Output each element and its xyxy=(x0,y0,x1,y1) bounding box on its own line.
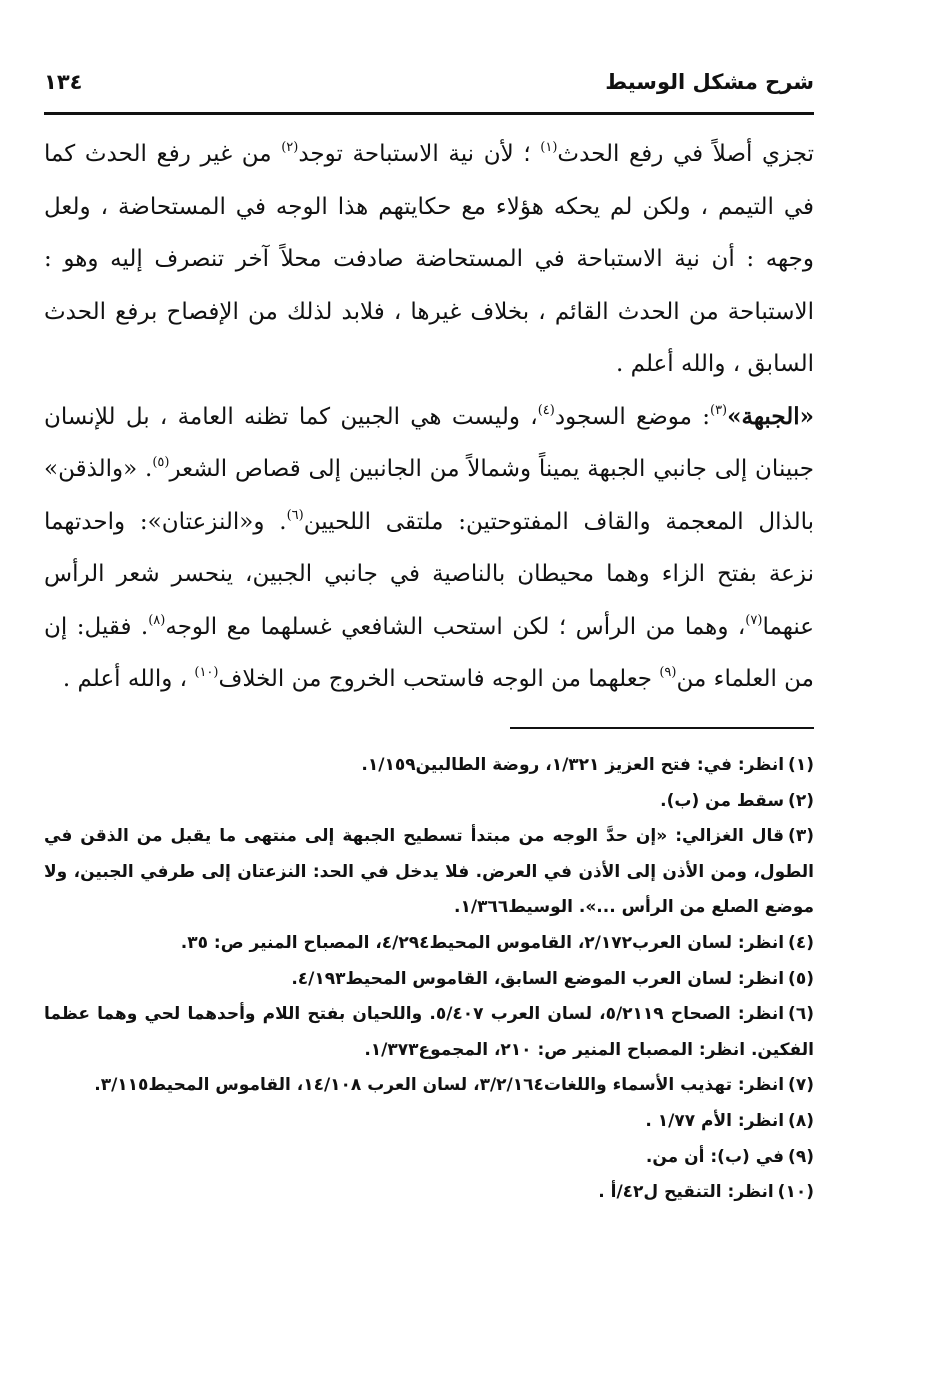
text-segment: ، والله أعلم . xyxy=(62,666,195,692)
footnote-5 xyxy=(44,962,814,998)
footnote-text: انظر: التنقيح ل٤٢/أ . xyxy=(598,1182,774,1203)
paragraph-2 xyxy=(44,391,814,706)
paragraph-1 xyxy=(44,128,814,391)
running-title: شرح مشكل الوسيط xyxy=(605,70,814,94)
footnote-text: انظر: الأم ١/٧٧ . xyxy=(645,1110,785,1131)
footnote-10 xyxy=(44,1175,814,1211)
footnote-text: سقط من (ب). xyxy=(660,790,785,811)
footnote-1 xyxy=(44,748,814,784)
footnote-number: (٦) xyxy=(788,1004,814,1025)
footnote-2 xyxy=(44,784,814,820)
text-segment: . و«النزعتان»: واحدتهما نزعة بفتح الزاء وهما محيطان بالناصية في جانبي الجبين، ينحسر شعر الرأس عنهما xyxy=(44,508,815,640)
footnote-ref-10[interactable]: (١٠) xyxy=(194,665,219,680)
footnote-number: (٣) xyxy=(788,826,814,847)
footnote-text: في (ب): أن من. xyxy=(645,1146,785,1167)
footnote-ref-8[interactable]: (٨) xyxy=(148,612,166,628)
footnote-4 xyxy=(44,926,814,962)
footnote-8 xyxy=(44,1104,814,1140)
main-text xyxy=(44,128,814,706)
footnote-text: انظر: لسان العرب الموضع السابق، القاموس المحيط٤/١٩٣. xyxy=(291,968,785,989)
footnote-number: (٤) xyxy=(788,932,814,953)
footnote-ref-1[interactable]: (١) xyxy=(540,140,558,155)
page-number: ١٣٤ xyxy=(44,70,83,94)
term-jabha: «الجبهة» xyxy=(727,402,814,430)
footnote-text: انظر: في: فتح العزيز ١/٣٢١، روضة الطالبين١/١٥٩. xyxy=(361,755,785,775)
text-segment: : موضع السجود xyxy=(554,403,710,430)
text-segment: . «والذقن» بالذال المعجمة والقاف المفتوحتين: ملتقى اللحيين xyxy=(44,456,814,535)
text-segment: من غير رفع الحدث كما في التيمم ، ولكن لم يحكه هؤلاء مع حكايتهم هذا الوجه في المستحاضة ، ولعل وجهه : أن نية الاستباحة في المستحاضة صادفت محلاً آخر تنصرف إليه وهو : الاستباحة من الحدث القائم ، بخلاف غيرها ، فلابد لذلك من الإفصاح برفع الحدث السابق ، والله أعلم . xyxy=(44,141,814,377)
text-segment: تجزي أصلاً في رفع الحدث xyxy=(557,141,815,167)
footnote-number: (٥) xyxy=(788,968,814,989)
footnote-7 xyxy=(44,1068,814,1104)
footnotes xyxy=(44,748,814,1211)
footnote-ref-2[interactable]: (٢) xyxy=(281,140,299,155)
footnote-text: انظر: تهذيب الأسماء واللغات٣/٢/١٦٤، لسان العرب ١٤/١٠٨، القاموس المحيط٣/١١٥. xyxy=(94,1075,785,1096)
footnote-text: انظر: لسان العرب٢/١٧٢، القاموس المحيط٤/٢٩٤، المصباح المنير ص: ٣٥. xyxy=(180,932,785,953)
footnote-ref-6[interactable]: (٦) xyxy=(286,507,304,523)
footnote-9 xyxy=(44,1140,814,1176)
footnote-3 xyxy=(44,819,814,926)
footnote-number: (١٠) xyxy=(777,1182,814,1203)
footnote-ref-4[interactable]: (٤) xyxy=(537,402,555,418)
footnote-ref-9[interactable]: (٩) xyxy=(659,665,677,680)
footnote-ref-7[interactable]: (٧) xyxy=(745,612,763,628)
footnote-number: (٨) xyxy=(788,1110,814,1131)
page-header xyxy=(44,66,814,115)
footnote-ref-5[interactable]: (٥) xyxy=(152,455,170,470)
text-segment: ، وهما من الرأس ؛ لكن استحب الشافعي غسلهما مع الوجه xyxy=(165,613,746,640)
footnote-number: (٢) xyxy=(788,790,814,811)
footnote-separator xyxy=(510,727,814,729)
footnote-number: (٩) xyxy=(788,1146,814,1167)
text-segment: جعلهما من الوجه فاستحب الخروج من الخلاف xyxy=(218,666,660,692)
footnote-ref-3[interactable]: (٣) xyxy=(709,402,728,418)
footnote-6 xyxy=(44,997,814,1068)
text-segment: ، وليست هي الجبين كما تظنه العامة ، بل للإنسان جبينان إلى جانبي الجبهة يميناً وشمالاً من الجانبين إلى قصاص الشعر xyxy=(44,403,814,482)
text-segment: ؛ لأن نية الاستباحة توجد xyxy=(298,141,541,167)
footnote-number: (١) xyxy=(788,755,814,775)
footnote-text: انظر: الصحاح ٥/٢١١٩، لسان العرب ٥/٤٠٧. واللحيان بفتح اللام وأحدهما لحي وهما عظما الفكين. انظر: المصباح المنير ص: ٢١٠، المجموع١/٣٧٣. xyxy=(44,1004,814,1060)
footnote-text: قال الغزالي: «إن حدَّ الوجه من مبتدأ تسطيح الجبهة إلى منتهى ما يقبل من الذقن في الطول، ومن الأذن إلى الأذن في العرض. فلا يدخل في الحد: النزعتان إلى طرفي الجبين، ولا موضع الصلع من الرأس ...». الوسيط١/٣٦٦. xyxy=(44,826,814,918)
footnote-number: (٧) xyxy=(788,1075,814,1096)
text-segment: . فقيل: إن من العلماء من xyxy=(44,613,814,692)
